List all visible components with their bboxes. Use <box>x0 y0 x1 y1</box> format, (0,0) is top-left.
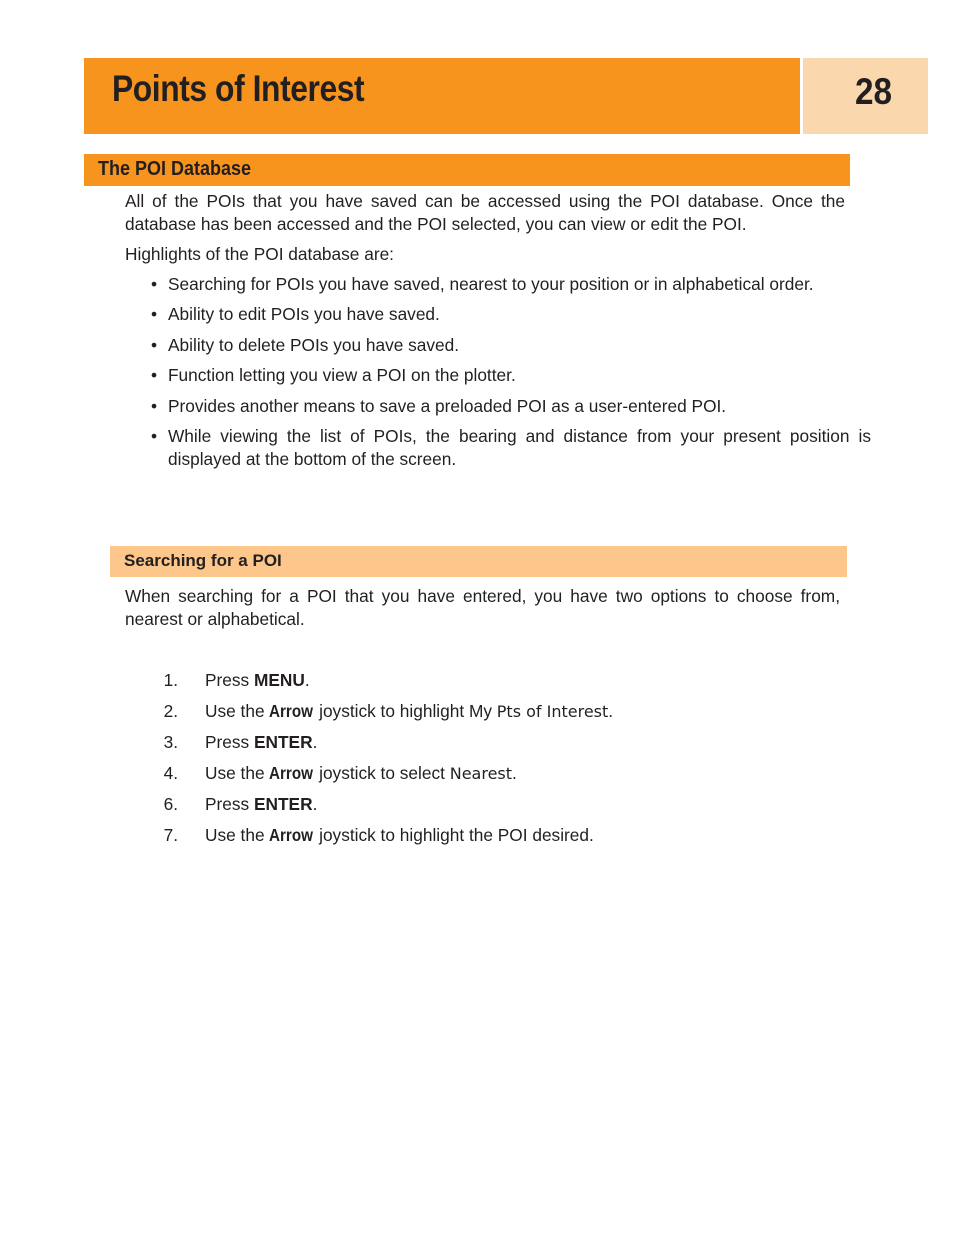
bullet-icon: • <box>151 425 158 446</box>
step-post-text: . <box>312 794 318 814</box>
step-number: 2. <box>163 701 178 721</box>
list-item-text: Function letting you view a POI on the plotter. <box>168 365 516 386</box>
step-mid-text: joystick to highlight the POI desired. <box>314 825 594 845</box>
highlights-list <box>151 273 871 478</box>
bullet-icon: • <box>151 334 158 355</box>
step-number: 4. <box>163 763 178 783</box>
page-number: 28 <box>855 71 893 112</box>
step-pre-text: Use the <box>205 825 270 845</box>
list-item-text: Ability to edit POIs you have saved. <box>168 304 440 325</box>
list-item <box>151 303 871 326</box>
step-number: 3. <box>163 732 178 752</box>
step-text <box>205 762 517 785</box>
step-mid-text: joystick to select <box>314 763 450 783</box>
section-header-bar <box>84 154 850 186</box>
list-item <box>151 273 871 296</box>
list-item-text: While viewing the list of POIs, the bearing and distance from your present position is displayed at the bottom of the screen. <box>168 425 871 469</box>
screen-menu-text: Pts of Interest <box>496 702 609 721</box>
step-pre-text: Use the <box>205 763 270 783</box>
bullet-icon: • <box>151 274 158 294</box>
key-name: MENU <box>253 670 305 690</box>
list-item-text: Ability to delete POIs you have saved. <box>168 334 460 355</box>
step-text <box>205 793 317 816</box>
step-pre-text: Press <box>205 732 254 752</box>
step-pre-text: Use the <box>205 701 270 721</box>
step-number: 7. <box>163 825 178 845</box>
list-item-text: Searching for POIs you have saved, nearest to your position or in alphabetical order. <box>168 274 814 294</box>
step-text <box>205 700 613 723</box>
highlights-label: Highlights of the POI database are: <box>125 244 394 264</box>
step-post-text: . <box>512 763 517 783</box>
step-text <box>205 824 594 847</box>
list-item <box>151 364 871 387</box>
bullet-icon: • <box>151 365 158 386</box>
step-post-text: . <box>312 732 318 752</box>
key-name: ENTER <box>253 732 313 752</box>
step-text <box>205 669 310 692</box>
list-item-text: Provides another means to save a preloaded POI as a user-entered POI. <box>168 395 727 416</box>
key-name: Arrow <box>269 763 314 783</box>
step-text <box>205 731 317 754</box>
key-name: Arrow <box>269 825 314 845</box>
key-name: ENTER <box>253 794 313 814</box>
subsection-intro-paragraph: When searching for a POI that you have entered, you have two options to choose from, nearest or alphabetical. <box>125 586 840 629</box>
section-intro-paragraph: All of the POIs that you have saved can be accessed using the POI database. Once the database has been accessed and the POI selected, you can view or edit the POI. <box>125 191 845 234</box>
screen-menu-text: Nearest <box>449 764 513 783</box>
step-number: 1. <box>163 670 178 690</box>
chapter-title: Points of Interest <box>112 68 365 109</box>
subsection-header-bar <box>110 546 847 577</box>
step-post-text: . <box>304 670 310 690</box>
page-number-box <box>803 58 928 134</box>
key-name: Arrow <box>269 701 314 721</box>
bullet-icon: • <box>151 395 158 416</box>
section-title: The POI Database <box>98 158 252 180</box>
step-pre-text: Press <box>205 794 254 814</box>
step-number: 6. <box>163 794 178 814</box>
chapter-header-bar <box>84 58 800 134</box>
step-post-text: . <box>608 701 614 721</box>
list-item <box>151 395 871 418</box>
subsection-title: Searching for a POI <box>124 551 282 570</box>
list-item <box>151 425 871 471</box>
step-pre-text: Press <box>205 670 254 690</box>
step-mid-text: joystick to highlight My <box>314 701 497 721</box>
bullet-icon: • <box>151 304 158 325</box>
list-item <box>151 334 871 357</box>
